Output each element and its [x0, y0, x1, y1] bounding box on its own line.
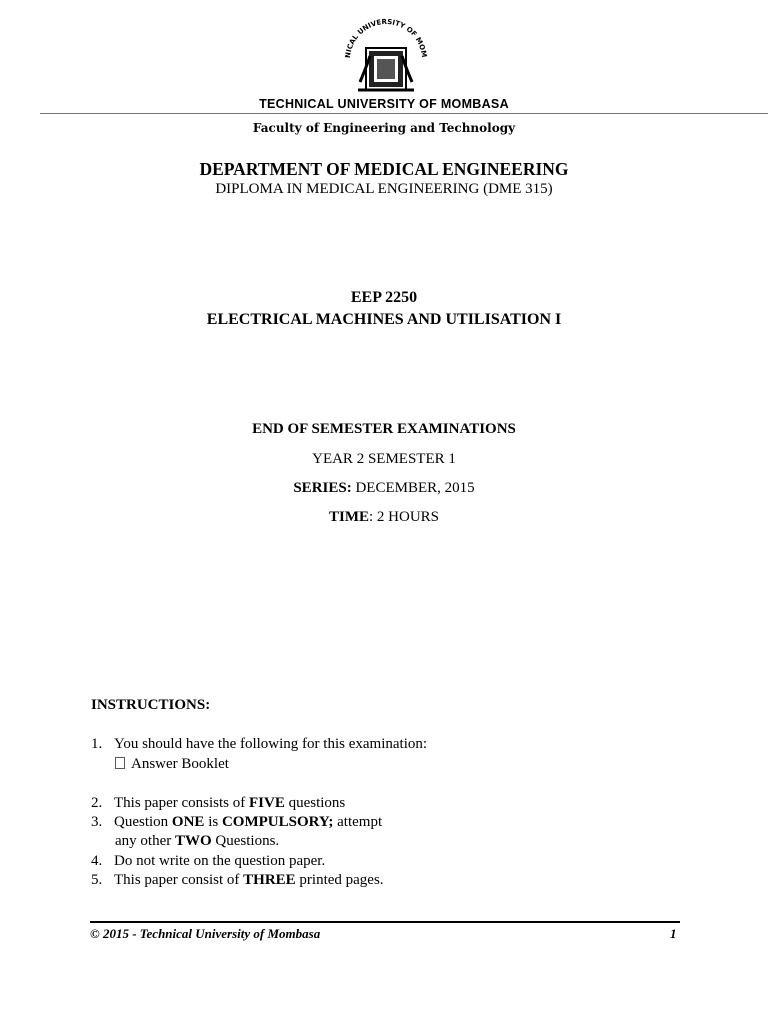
instruction-text: Question — [114, 814, 172, 830]
instruction-3-continued — [115, 833, 279, 850]
course-title: ELECTRICAL MACHINES AND UTILISATION I — [206, 311, 562, 328]
exam-series — [0, 480, 768, 497]
faculty-name: Faculty of Engineering and Technology — [252, 121, 516, 135]
instruction-number: 3. — [91, 814, 103, 830]
instruction-text: This paper consist of — [114, 872, 244, 888]
instruction-text: You should have the following for this examination: — [114, 736, 428, 752]
instruction-4 — [91, 853, 325, 870]
checkbox-icon — [115, 757, 125, 769]
program-name: DIPLOMA IN MEDICAL ENGINEERING (DME 315) — [215, 181, 553, 197]
footer-copyright: © 2015 - Technical University of Mombasa — [90, 926, 321, 941]
instruction-text: attempt — [333, 814, 383, 830]
header-divider — [40, 113, 768, 114]
instruction-text: questions — [284, 795, 346, 811]
emphasis-text: ONE — [171, 814, 205, 830]
emphasis-text: TWO — [174, 833, 212, 849]
instruction-2 — [91, 795, 345, 812]
time-label: TIME — [328, 509, 369, 525]
emphasis-text: THREE — [243, 872, 296, 888]
course-code: EEP 2250 — [350, 289, 418, 306]
year-semester: YEAR 2 SEMESTER 1 — [312, 451, 456, 467]
footer-divider — [90, 921, 680, 923]
instruction-3 — [91, 814, 382, 831]
instruction-text: This paper consists of — [114, 795, 249, 811]
emphasis-text: FIVE — [248, 795, 285, 811]
department-title: DEPARTMENT OF MEDICAL ENGINEERING — [199, 159, 569, 179]
university-name: TECHNICAL UNIVERSITY OF MOMBASA — [259, 97, 509, 111]
instruction-text: Questions. — [211, 833, 280, 849]
instruction-text: Do not write on the question paper. — [114, 853, 326, 869]
exam-title: END OF SEMESTER EXAMINATIONS — [252, 421, 516, 437]
instruction-5 — [91, 872, 384, 889]
time-value: : 2 HOURS — [369, 509, 440, 525]
instruction-number: 2. — [91, 795, 103, 811]
instruction-text: is — [204, 814, 222, 830]
instruction-1 — [91, 736, 427, 753]
instruction-number: 1. — [91, 736, 103, 752]
logo-arc-text: NICAL UNIVERSITY OF MOM — [343, 17, 429, 59]
series-label: SERIES: — [293, 480, 352, 496]
instruction-number: 4. — [91, 853, 103, 869]
page-number: 1 — [670, 926, 677, 941]
series-value: DECEMBER, 2015 — [355, 480, 475, 496]
instruction-1-item — [115, 756, 229, 773]
university-seal-icon — [336, 16, 436, 96]
exam-time — [0, 509, 768, 526]
instructions-heading: INSTRUCTIONS: — [91, 697, 211, 713]
emphasis-text: COMPULSORY; — [221, 814, 334, 830]
instruction-text: printed pages. — [295, 872, 384, 888]
item-text: Answer Booklet — [131, 756, 229, 772]
instruction-text: any other — [115, 833, 175, 849]
instruction-number: 5. — [91, 872, 103, 888]
university-logo — [336, 16, 436, 96]
